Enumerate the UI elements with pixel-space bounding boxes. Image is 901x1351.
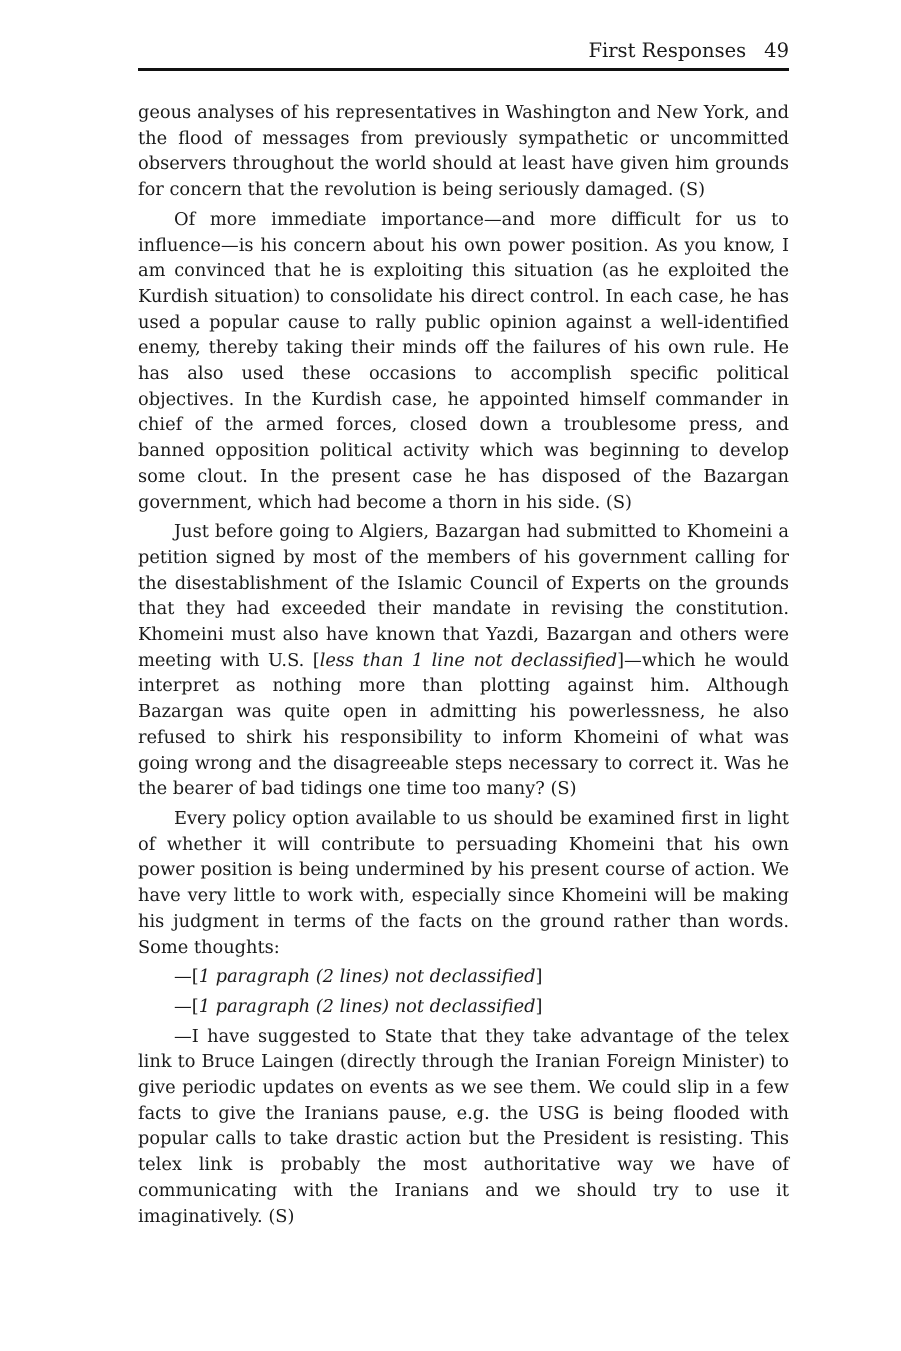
header-rule (138, 68, 789, 71)
running-title: First Responses (588, 39, 747, 62)
paragraph-continued: geous analyses of his representatives in Washington and New York, and the flood of messages from previously sympathetic or uncommitted observers throughout the world should at least have given him grounds for concern that the revolution is being seriously damaged. (S) (138, 102, 789, 201)
text-run: ] (535, 966, 543, 988)
redaction-note: 1 paragraph (2 lines) not declassified (198, 995, 536, 1017)
text-run: ] (535, 995, 543, 1017)
paragraph-bazargan (138, 519, 789, 802)
text-run: ]—which he would interpret as nothing more than plotting against him. Although Bazargan was quite open in admitting his powerlessness, he also refused to shirk his responsibility to inform Khomeini of what was going wrong and the disagreeable steps necessary to correct it. Was he the bearer of bad tidings one time too many? (S) (138, 649, 789, 800)
paragraph-policy-options: Every policy option available to us should be examined first in light of whether it will contribute to persuading Khomeini that his own power position is being undermined by his present course of action. We have very little to work with, especially since Khomeini will be making his judgment in terms of the facts on the ground rather than words. Some thoughts: (138, 807, 789, 958)
text-run: —[ (174, 966, 199, 988)
paragraph-telex-link: —I have suggested to State that they take advantage of the telex link to Bruce Laingen (directly through the Iranian Foreign Minister) to give periodic updates on events as we see them. We could slip in a few facts to give the Iranians pause, e.g. the USG is being flooded with popular calls to take drastic action but the President is resisting. This telex link is probably the most authoritative way we have of communicating with the Iranians and we should try to use it imaginatively. (S) (138, 1025, 789, 1227)
paragraph-redacted-1 (138, 964, 789, 990)
redaction-note: less than 1 line not declassified (319, 649, 618, 671)
paragraph-power-position: Of more immediate importance—and more difficult for us to influence—is his concern about his own power position. As you know, I am convinced that he is exploiting this situation (as he exploited the Kurdish situation) to consolidate his direct control. In each case, he has used a popular cause to rally public opinion against a well-identified enemy, thereby taking their minds off the failures of his own rule. He has also used these occasions to accomplish specific political objectives. In the Kurdish case, he appointed himself commander in chief of the armed forces, closed down a troublesome press, and banned opposition political activity which was beginning to develop some clout. In the present case he has disposed of the Bazargan government, which had become a thorn in his side. (S) (138, 208, 789, 513)
text-run: Just before going to Algiers, Bazargan had submitted to Khomeini a petition signed by most of the members of his government calling for the disestablishment of the Islamic Council of Experts on the grounds that they had exceeded their mandate in revising the constitution. Khomeini must also have known that Yazdi, Bazargan and others were meeting with U.S. [ (138, 521, 789, 671)
page-body (138, 100, 789, 1233)
paragraph-redacted-2 (138, 994, 789, 1020)
running-header (138, 38, 789, 64)
redaction-note: 1 paragraph (2 lines) not declassified (198, 966, 536, 988)
page-number: 49 (764, 39, 789, 62)
text-run: —[ (174, 995, 199, 1017)
